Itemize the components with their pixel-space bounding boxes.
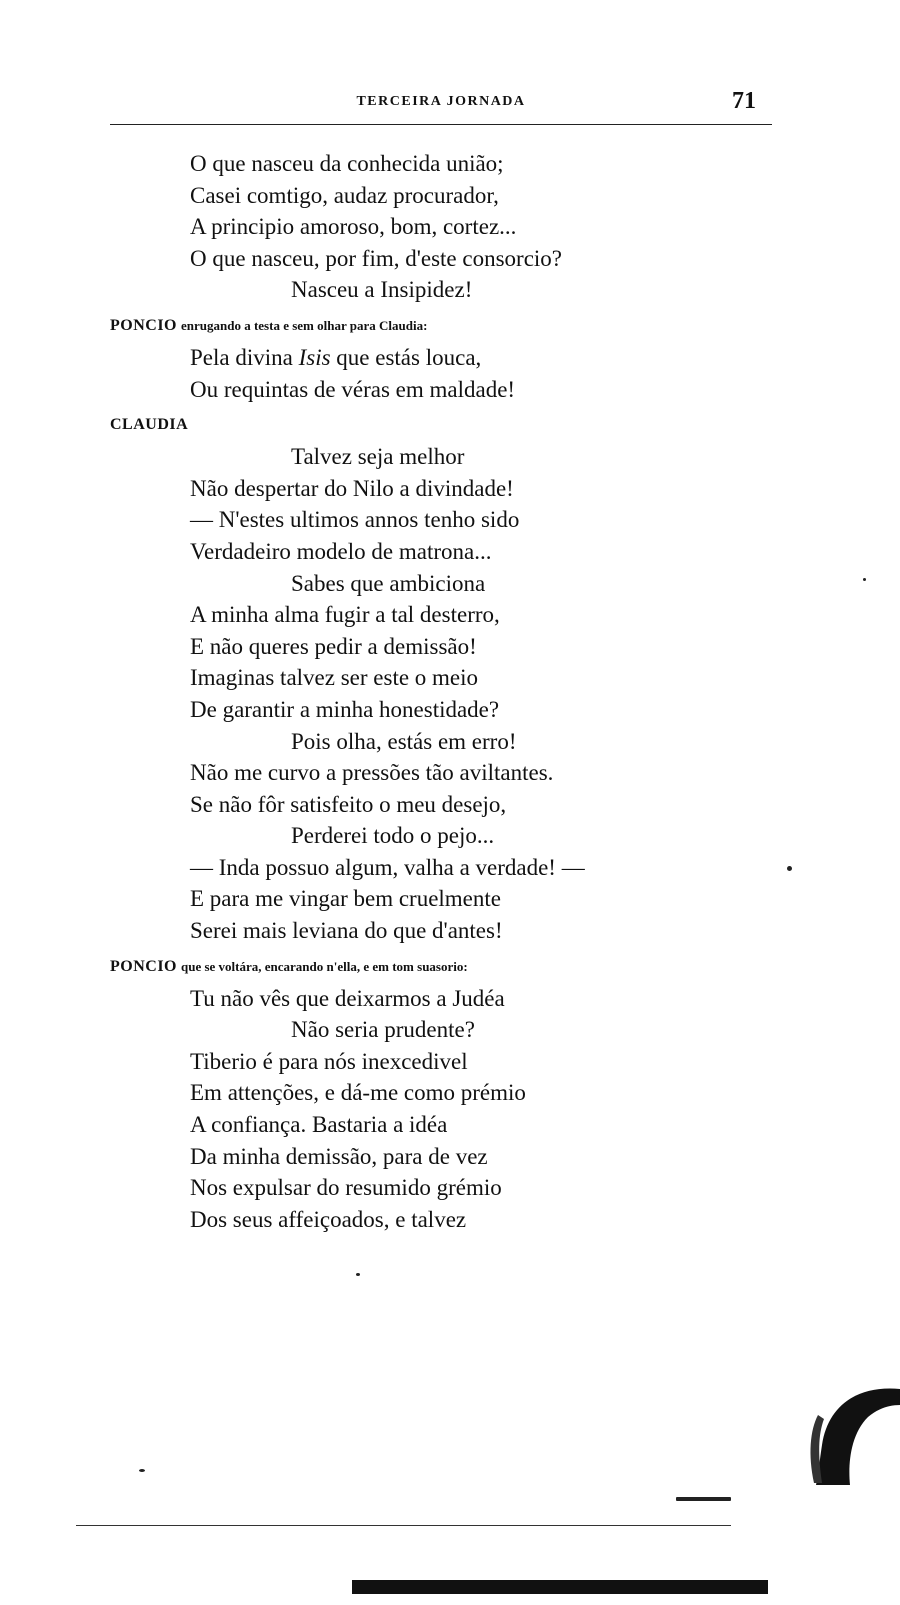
speck-artifact xyxy=(787,866,792,871)
verse-line: Imaginas talvez ser este o meio xyxy=(190,665,479,691)
verse-line: Perderei todo o pejo... xyxy=(291,823,495,849)
verse-line: E para me vingar bem cruelmente xyxy=(190,886,501,912)
verse-line: Pois olha, estás em erro! xyxy=(291,728,517,754)
speck-artifact xyxy=(356,1273,360,1276)
verse-line: Ou requintas de véras em maldade! xyxy=(190,376,516,402)
verse-line: Sabes que ambiciona xyxy=(291,570,486,596)
bottom-rule-artifact xyxy=(76,1525,731,1526)
verse-fragment: que estás louca, xyxy=(330,344,482,370)
verse-line: Verdadeiro modelo de matrona... xyxy=(190,538,492,564)
running-title: TERCEIRA JORNADA xyxy=(356,94,526,109)
verse-line: Nos expulsar do resumido grémio xyxy=(190,1175,502,1201)
speaker-line xyxy=(110,312,790,340)
speaker-name: PONCIO xyxy=(110,316,177,334)
stage-direction: enrugando a testa e sem olhar para Claudia: xyxy=(181,317,428,333)
verse-line: A principio amoroso, bom, cortez... xyxy=(190,214,517,240)
verse-text-block xyxy=(110,148,790,1235)
speck-artifact xyxy=(863,578,866,581)
verse-line: Nasceu a Insipidez! xyxy=(291,277,473,303)
verse-fragment: Pela divina xyxy=(190,344,299,370)
speck-artifact xyxy=(676,1497,731,1501)
stage-direction: que se voltára, encarando n'ella, e em tom suasorio: xyxy=(181,958,468,974)
bottom-bar-artifact xyxy=(352,1580,768,1594)
speaker-line xyxy=(110,953,790,981)
verse-line: Tiberio é para nós inexcedivel xyxy=(190,1048,468,1074)
verse-line: Em attenções, e dá-me como prémio xyxy=(190,1080,526,1106)
verse-line: Tu não vês que deixarmos a Judéa xyxy=(190,985,505,1011)
verse-line: Da minha demissão, para de vez xyxy=(190,1143,488,1169)
verse-line: Não me curvo a pressões tão aviltantes. xyxy=(190,760,554,786)
verse-line: Dos seus affeiçoados, e talvez xyxy=(190,1206,467,1232)
verse-line: A confiança. Bastaria a idéa xyxy=(190,1112,448,1138)
speaker-line xyxy=(110,411,790,439)
verse-line: Não seria prudente? xyxy=(291,1017,475,1043)
verse-line: A minha alma fugir a tal desterro, xyxy=(190,602,500,628)
page-number: 71 xyxy=(732,88,756,114)
verse-line: Serei mais leviana do que d'antes! xyxy=(190,918,503,944)
verse-line: Não despertar do Nilo a divindade! xyxy=(190,475,514,501)
ink-blot-artifact xyxy=(788,1385,900,1487)
verse-line: — N'estes ultimos annos tenho sido xyxy=(190,507,520,533)
speaker-name: PONCIO xyxy=(110,957,177,975)
verse-line: Talvez seja melhor xyxy=(291,444,465,470)
verse-line: Casei comtigo, audaz procurador, xyxy=(190,182,499,208)
italic-word: Isis xyxy=(298,344,331,370)
speaker-name: CLAUDIA xyxy=(110,416,189,434)
verse-line: Se não fôr satisfeito o meu desejo, xyxy=(190,791,507,817)
verse-line: O que nasceu da conhecida união; xyxy=(190,151,504,176)
verse-line: De garantir a minha honestidade? xyxy=(190,696,500,722)
verse-line: O que nasceu, por fim, d'este consorcio? xyxy=(190,245,563,271)
verse-line: — Inda possuo algum, valha a verdade! — xyxy=(190,854,585,880)
running-head xyxy=(110,88,772,122)
verse-line: E não queres pedir a demissão! xyxy=(190,633,477,659)
verse-line xyxy=(110,342,790,374)
header-rule xyxy=(110,124,772,125)
speck-artifact xyxy=(139,1469,145,1472)
